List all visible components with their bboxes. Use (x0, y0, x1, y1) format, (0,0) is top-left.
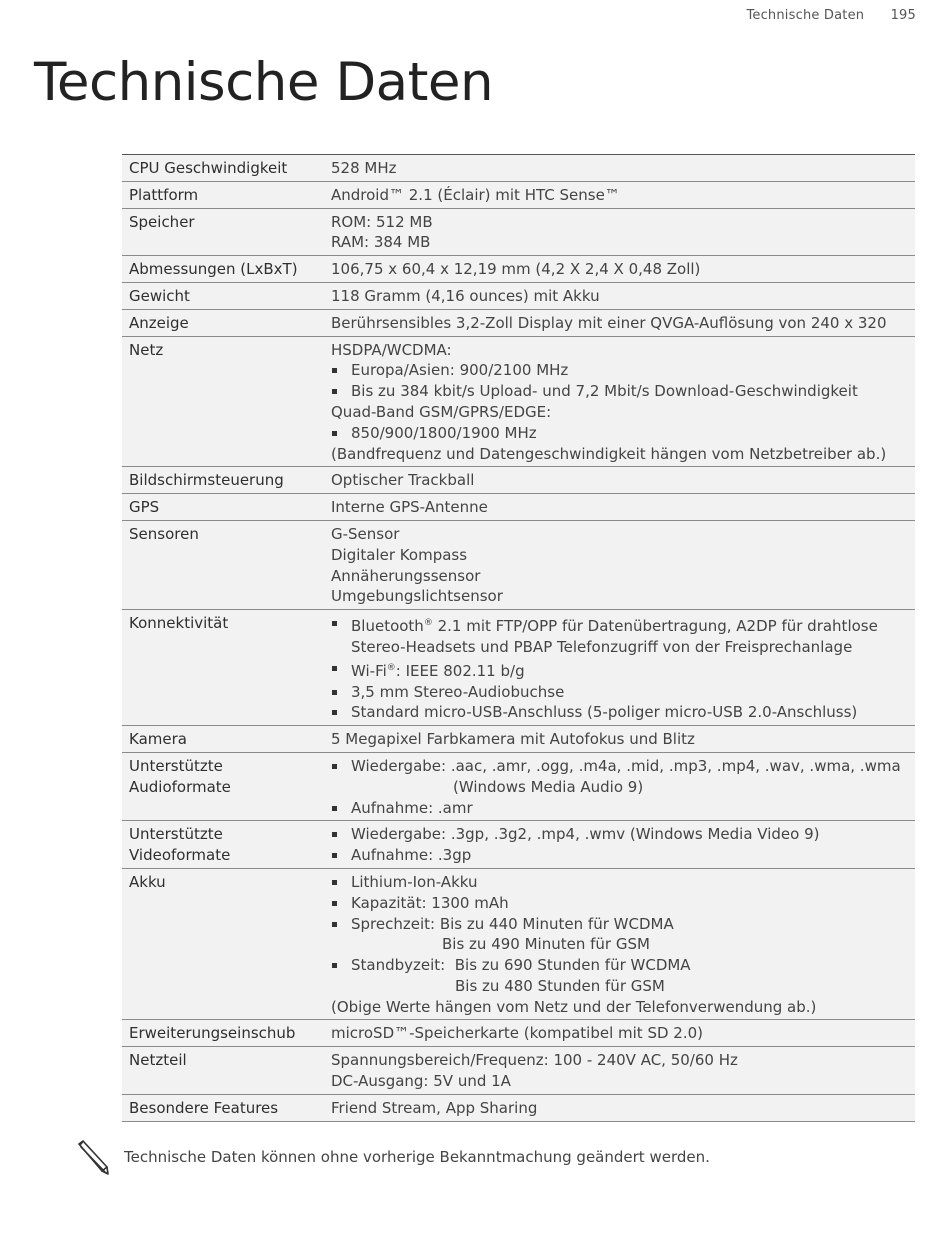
spec-row-network (122, 336, 915, 467)
footnote-text: Technische Daten können ohne vorherige Bekanntmachung geändert werden. (124, 1148, 710, 1166)
spec-value-line: Android™ 2.1 (Éclair) mit HTC Sense™ (331, 185, 620, 204)
spec-row-special-features (122, 1094, 915, 1121)
spec-value-line: G-Sensor (331, 524, 400, 543)
spec-row-power-adapter (122, 1047, 915, 1095)
bullet-item: Europa/Asien: 900/2100 MHz (331, 360, 909, 381)
spec-row-battery (122, 868, 915, 1020)
bullet-continuation: Bis zu 480 Stunden für GSM (455, 976, 665, 995)
spec-value-line: Friend Stream, App Sharing (331, 1098, 538, 1117)
spec-value-line: Optischer Trackball (331, 471, 475, 490)
spec-label: Bildschirmsteuerung (122, 467, 319, 494)
spec-value-line: HSDPA/WCDMA: (331, 340, 452, 359)
spec-value (319, 1020, 915, 1047)
header-section-title: Technische Daten (746, 8, 865, 23)
spec-row-sensors (122, 520, 915, 609)
spec-value (319, 1047, 915, 1095)
spec-label: Besondere Features (122, 1094, 319, 1121)
bullet-item: Aufnahme: .3gp (331, 845, 909, 866)
spec-label: Erweiterungseinschub (122, 1020, 319, 1047)
spec-value (319, 726, 915, 753)
spec-value-line: 528 MHz (331, 159, 397, 177)
spec-row-connectivity (122, 610, 915, 726)
spec-label: Netzteil (122, 1047, 319, 1095)
bullet-item: Wi-Fi®: IEEE 802.11 b/g (331, 658, 909, 682)
bullet-item: Bluetooth® 2.1 mit FTP/OPP für Datenübertragung, A2DP für drahtlose Stereo-Headsets und PBAP Telefonzugriff von der Freisprechanlage (331, 613, 909, 658)
spec-value-line: DC-Ausgang: 5V und 1A (331, 1072, 511, 1091)
spec-value (319, 610, 915, 726)
spec-row-weight (122, 282, 915, 309)
spec-value (319, 1094, 915, 1121)
spec-value-line: microSD™-Speicherkarte (kompatibel mit SD 2.0) (331, 1024, 703, 1043)
spec-row-camera (122, 726, 915, 753)
spec-label: Anzeige (122, 309, 319, 336)
bullet-continuation: Bis zu 490 Minuten für GSM (442, 935, 650, 954)
spec-label: Gewicht (122, 282, 319, 309)
spec-value (319, 821, 915, 869)
spec-value-line: (Obige Werte hängen vom Netz und der Telefonverwendung ab.) (331, 997, 817, 1016)
spec-value-line: Berührsensibles 3,2-Zoll Display mit einer QVGA-Auflösung von 240 x 320 (331, 313, 887, 332)
spec-label: Sensoren (122, 520, 319, 609)
spec-table (122, 154, 915, 1122)
spec-label: Akku (122, 868, 319, 1020)
spec-row-dimensions (122, 256, 915, 283)
bullet-item: Lithium-Ion-Akku (331, 872, 909, 893)
bullet-item: Bis zu 384 kbit/s Upload- und 7,2 Mbit/s Download-Geschwindigkeit (331, 381, 909, 402)
spec-value (319, 282, 915, 309)
spec-row-audio-formats (122, 752, 915, 820)
spec-row-platform (122, 181, 915, 208)
running-header (746, 8, 916, 23)
spec-value (319, 309, 915, 336)
spec-value-line: (Bandfrequenz und Datengeschwindigkeit hängen vom Netzbetreiber ab.) (331, 444, 887, 463)
spec-value-line: Umgebungslichtsensor (331, 587, 503, 606)
spec-value-line: ROM: 512 MB (331, 212, 433, 231)
spec-label: Unterstützte Videoformate (122, 821, 319, 869)
spec-value (319, 155, 915, 182)
pencil-icon (74, 1138, 114, 1178)
spec-value-line: Quad-Band GSM/GPRS/EDGE: (331, 402, 552, 421)
page-title: Technische Daten (34, 52, 494, 113)
bullet-item: Aufnahme: .amr (331, 798, 909, 819)
spec-value (319, 520, 915, 609)
bullet-continuation: (Windows Media Audio 9) (453, 777, 644, 796)
page-number: 195 (890, 8, 916, 23)
spec-value (319, 208, 915, 256)
bullet-item: Wiedergabe: .3gp, .3g2, .mp4, .wmv (Windows Media Video 9) (331, 824, 909, 845)
spec-value (319, 868, 915, 1020)
bullet-item: Sprechzeit: Bis zu 440 Minuten für WCDMA Bis zu 490 Minuten für GSM (331, 914, 909, 956)
spec-row-video-formats (122, 821, 915, 869)
bullet-item: 850/900/1800/1900 MHz (331, 423, 909, 444)
spec-label: Netz (122, 336, 319, 467)
spec-label: CPU Geschwindigkeit (122, 155, 319, 182)
spec-value-line: Digitaler Kompass (331, 545, 468, 564)
spec-label: Unterstützte Audioformate (122, 752, 319, 820)
spec-value-line: RAM: 384 MB (331, 233, 431, 252)
bullet-item: 3,5 mm Stereo-Audiobuchse (331, 682, 909, 703)
spec-row-expansion-slot (122, 1020, 915, 1047)
spec-label: Plattform (122, 181, 319, 208)
spec-value (319, 336, 915, 467)
spec-value (319, 256, 915, 283)
spec-value-line: Spannungsbereich/Frequenz: 100 - 240V AC, 50/60 Hz (331, 1051, 738, 1070)
spec-label: Konnektivität (122, 610, 319, 726)
spec-label: Abmessungen (LxBxT) (122, 256, 319, 283)
spec-label: Kamera (122, 726, 319, 753)
bullet-item: Wiedergabe: .aac, .amr, .ogg, .m4a, .mid, .mp3, .mp4, .wav, .wma, .wma (Windows Media Audio 9) (331, 756, 909, 798)
bullet-item: Standard micro-USB-Anschluss (5-poliger micro-USB 2.0-Anschluss) (331, 702, 909, 723)
spec-row-screen-control (122, 467, 915, 494)
spec-value (319, 494, 915, 521)
spec-value-line: 106,75 x 60,4 x 12,19 mm (4,2 X 2,4 X 0,48 Zoll) (331, 260, 701, 279)
spec-value-line: 118 Gramm (4,16 ounces) mit Akku (331, 286, 600, 305)
spec-value (319, 752, 915, 820)
spec-value (319, 181, 915, 208)
spec-value (319, 467, 915, 494)
spec-row-cpu (122, 155, 915, 182)
bullet-item: Kapazität: 1300 mAh (331, 893, 909, 914)
spec-row-memory (122, 208, 915, 256)
bullet-item: Standbyzeit: Bis zu 690 Stunden für WCDMA Bis zu 480 Stunden für GSM (331, 955, 909, 997)
spec-value-line: Annäherungssensor (331, 566, 481, 585)
bullet-continuation: Stereo-Headsets und PBAP Telefonzugriff von der Freisprechanlage (351, 637, 853, 656)
spec-value-line: Interne GPS-Antenne (331, 498, 488, 517)
spec-label: Speicher (122, 208, 319, 256)
spec-row-display (122, 309, 915, 336)
spec-label: GPS (122, 494, 319, 521)
spec-value-line: 5 Megapixel Farbkamera mit Autofokus und Blitz (331, 730, 695, 749)
footnote (74, 1136, 874, 1180)
spec-row-gps (122, 494, 915, 521)
